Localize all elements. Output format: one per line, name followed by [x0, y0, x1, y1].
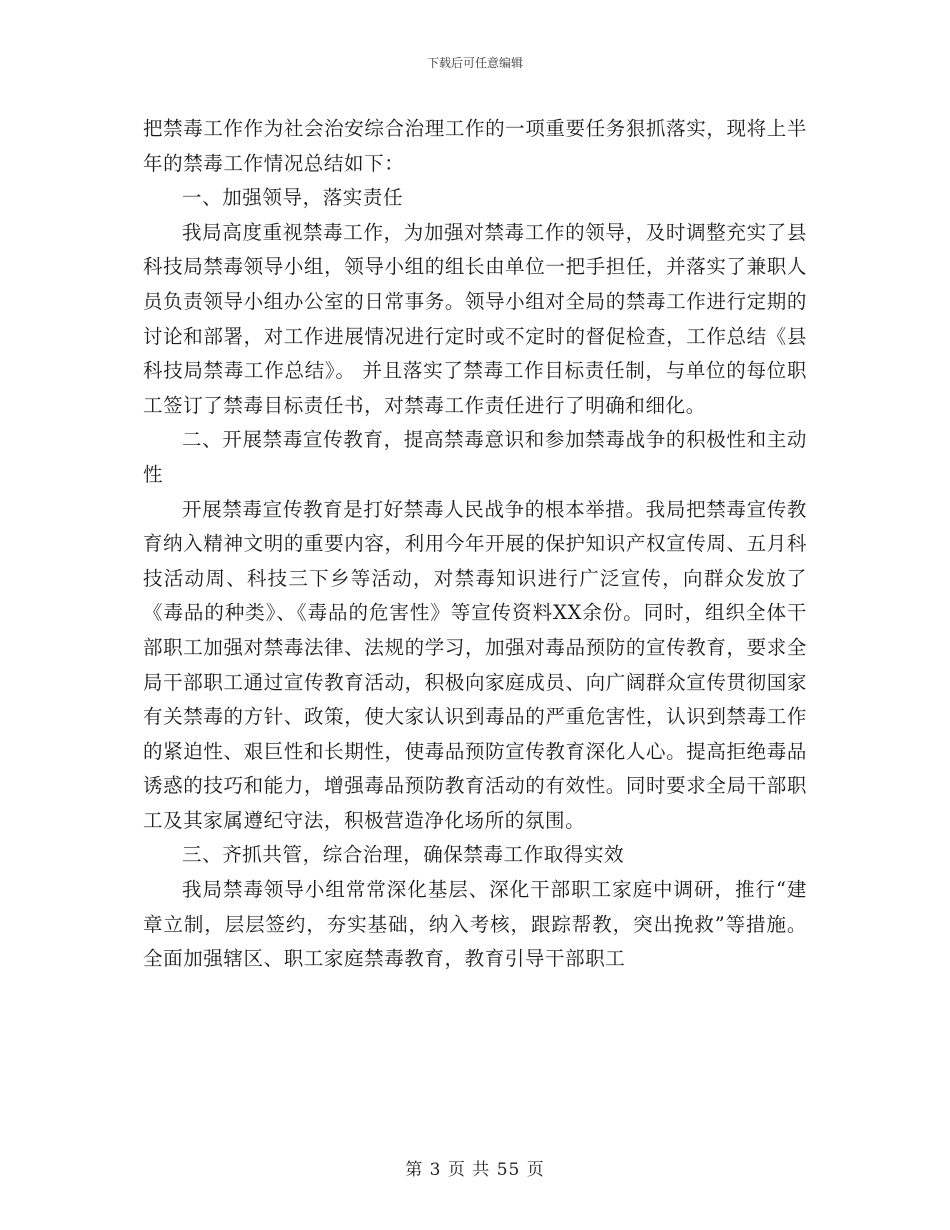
section-heading-1: 一、加强领导，落实责任 — [182, 186, 404, 210]
paragraph-2: 开展禁毒宣传教育是打好禁毒人民战争的根本举措。我局把禁毒宣传教育纳入精神文明的重要内容，利用今年开展的保护知识产权宣传周、五月科技活动周、科技三下乡等活动，对禁毒知识进行广泛宣传，向群众发放了《毒品的种类》、《毒品的危害性》等宣传资料XX余份。同时，组织全体干部职工加强对禁毒法律、法规的学习，加强对毒品预防的宣传教育，要求全局干部职工通过宣传教育活动，积极向家庭成员、向广阔群众宣传贯彻国家有关禁毒的方针、政策，使大家认识到毒品的严重危害性，认识到禁毒工作的紧迫性、艰巨性和长期性，使毒品预防宣传教育深化人心。提高拒绝毒品诱惑的技巧和能力，增强毒品预防教育活动的有效性。同时要求全局干部职工及其家属遵纪守法，积极营造净化场所的氛围。 — [143, 497, 807, 832]
paragraph-intro: 把禁毒工作作为社会治安综合治理工作的一项重要任务狠抓落实，现将上半年的禁毒工作情况总结如下： — [143, 117, 807, 175]
section-heading-2: 二、开展禁毒宣传教育，提高禁毒意识和参加禁毒战争的积极性和主动性 — [143, 428, 807, 486]
paragraph-1: 我局高度重视禁毒工作，为加强对禁毒工作的领导，及时调整充实了县科技局禁毒领导小组，领导小组的组长由单位一把手担任，并落实了兼职人员负责领导小组办公室的日常事务。领导小组对全局的禁毒工作进行定期的讨论和部署，对工作进展情况进行定时或不定时的督促检查，工作总结《县科技局禁毒工作总结》。 并且落实了禁毒工作目标责任制，与单位的每位职工签订了禁毒目标责任书，对禁毒工作责任进行了明确和细化。 — [143, 220, 807, 417]
document-body — [143, 112, 807, 977]
page-number: 第 3 页 共 55 页 — [405, 1160, 545, 1180]
paragraph-3: 我局禁毒领导小组常常深化基层、深化干部职工家庭中调研，推行“建章立制，层层签约，夯实基础，纳入考核，跟踪帮教，突出挽救”等措施。全面加强辖区、职工家庭禁毒教育，教育引导干部职工 — [143, 878, 807, 971]
section-heading-3: 三、齐抓共管，综合治理，确保禁毒工作取得实效 — [182, 843, 625, 867]
page-header: 下载后可任意编辑 — [426, 56, 523, 70]
